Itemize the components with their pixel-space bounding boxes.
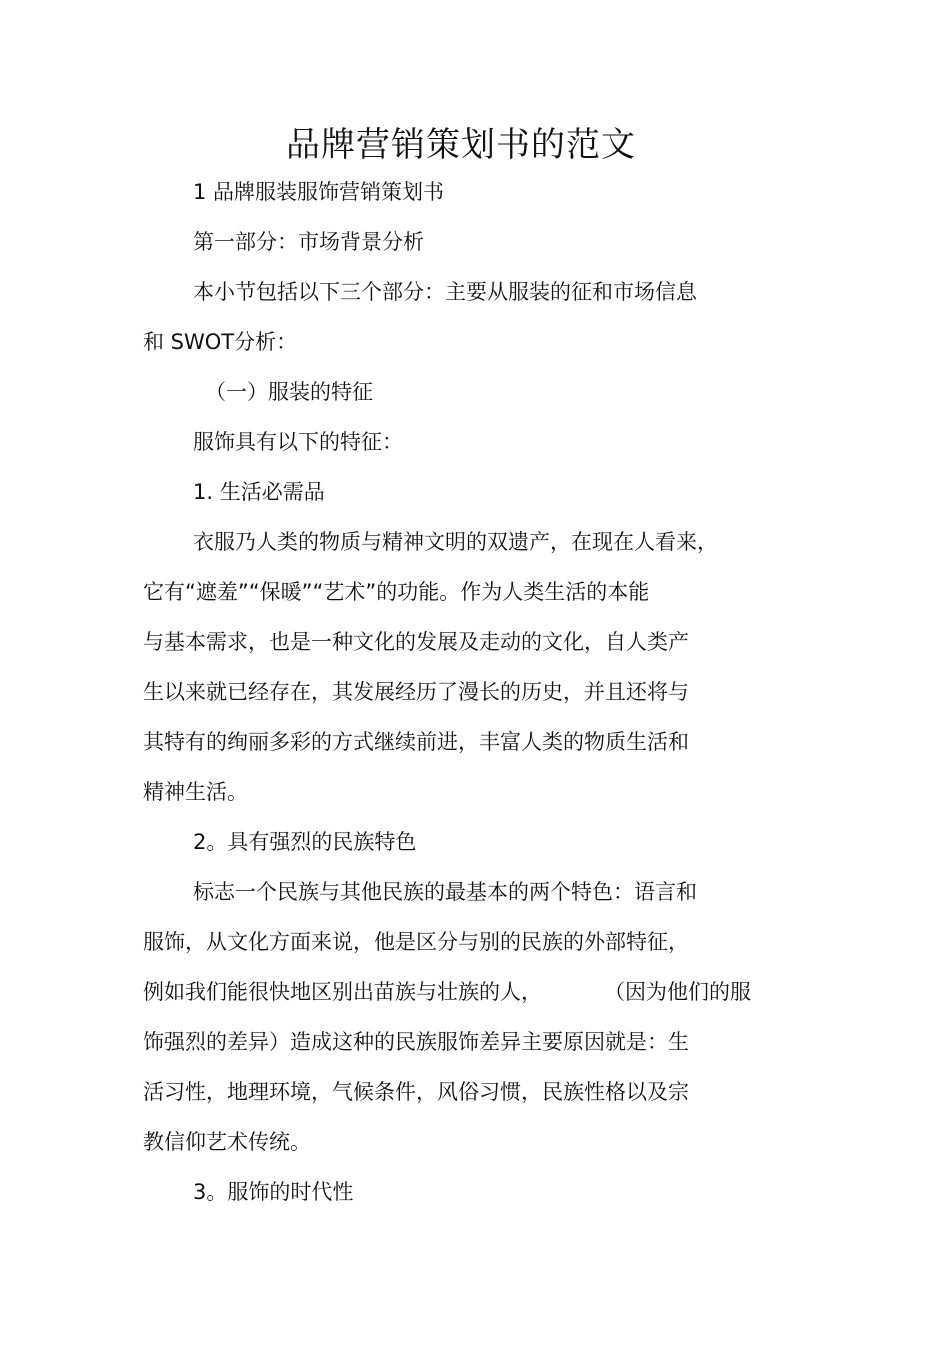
paragraph-line: 它有“遮羞”“保暖”“艺术”的功能。作为人类生活的本能	[143, 580, 650, 604]
section-heading: 1 品牌服装服饰营销策划书	[193, 180, 445, 204]
paragraph-line: 精神生活。	[143, 780, 248, 804]
paragraph-line: 衣服乃人类的物质与精神文明的双遗产，在现在人看来，	[193, 530, 718, 554]
paragraph-line: 本小节包括以下三个部分：主要从服装的征和市场信息	[193, 280, 697, 304]
list-item-heading: 1. 生活必需品	[193, 480, 325, 504]
paragraph-line	[143, 977, 751, 1007]
paragraph-line: 饰强烈的差异）造成这种的民族服饰差异主要原因就是：生	[143, 1030, 689, 1054]
paragraph-line: 与基本需求，也是一种文化的发展及走动的文化，自人类产	[143, 630, 689, 654]
subsection-heading: （一）服装的特征	[205, 380, 373, 404]
list-item-heading: 3。服饰的时代性	[193, 1180, 354, 1204]
part-heading: 第一部分：市场背景分析	[193, 230, 424, 254]
document-title: 品牌营销策划书的范文	[286, 125, 636, 165]
paragraph-line: 教信仰艺术传统。	[143, 1130, 311, 1154]
list-item-heading: 2。具有强烈的民族特色	[193, 830, 417, 854]
paragraph-segment: 例如我们能很快地区别出苗族与壮族的人，	[143, 980, 542, 1004]
paragraph-line: 活习性，地理环境，气候条件，风俗习惯，民族性格以及宗	[143, 1080, 689, 1104]
paragraph-segment: （因为他们的服	[604, 980, 751, 1004]
paragraph-line: 和 SWOT分析：	[143, 330, 298, 354]
paragraph-line: 服饰具有以下的特征：	[193, 430, 403, 454]
paragraph-line: 标志一个民族与其他民族的最基本的两个特色：语言和	[193, 880, 697, 904]
paragraph-line: 其特有的绚丽多彩的方式继续前进，丰富人类的物质生活和	[143, 730, 689, 754]
paragraph-line: 生以来就已经存在，其发展经历了漫长的历史，并且还将与	[143, 680, 689, 704]
paragraph-line: 服饰，从文化方面来说，他是区分与别的民族的外部特征，	[143, 930, 689, 954]
